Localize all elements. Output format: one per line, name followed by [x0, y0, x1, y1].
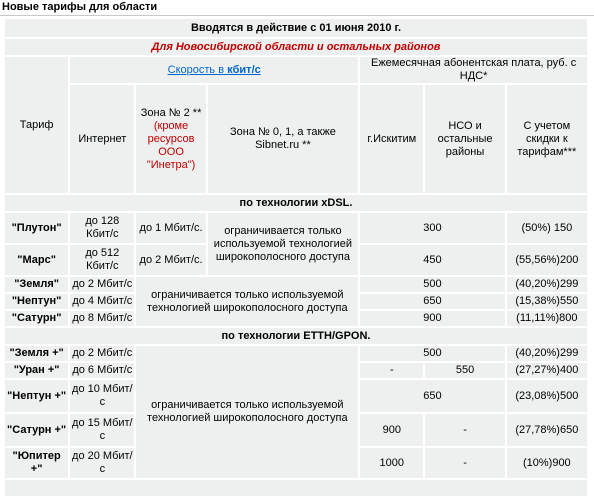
price-iskitim: - [360, 363, 423, 378]
section-xdsl: по технологии xDSL. [5, 195, 587, 211]
tariff-name: "Юпитер +" [5, 448, 68, 478]
price: 500 [360, 277, 504, 292]
internet-speed: до 15 Мбит/с [70, 414, 134, 446]
tariff-name: "Земля" [5, 277, 68, 292]
internet-speed: до 20 Мбит/с [70, 448, 134, 478]
table-row [5, 213, 587, 243]
table-row [5, 346, 587, 361]
effective-date: Вводятся в действие с 01 июня 2010 г. [5, 19, 587, 37]
price-iskitim: 1000 [360, 448, 423, 478]
price: 900 [360, 311, 504, 326]
price: 500 [360, 346, 504, 361]
price: 300 [360, 213, 504, 243]
zone2-speed: до 1 Мбит/с. [136, 213, 205, 243]
tariff-name: "Марс" [5, 245, 68, 275]
discount-price: (55,56%)200 [507, 245, 587, 275]
discount-price: (40,20%)299 [507, 277, 587, 292]
internet-speed: до 6 Мбит/с [70, 363, 134, 378]
tariff-name: "Нептун +" [5, 380, 68, 412]
price: 650 [360, 380, 504, 412]
tariff-name: "Сатурн" [5, 311, 68, 326]
internet-speed: до 8 Мбит/с [70, 311, 134, 326]
region-title: Для Новосибирской области и остальных районов [5, 39, 587, 55]
discount-price: (40,20%)299 [507, 346, 587, 361]
header-internet: Интернет [70, 85, 134, 193]
discount-price: (11,11%)800 [507, 311, 587, 326]
header-iskitim: г.Искитим [360, 85, 423, 193]
discount-price: (10%)900 [507, 448, 587, 478]
price: 450 [360, 245, 504, 275]
price-iskitim: 900 [360, 414, 423, 446]
internet-speed: до 2 Мбит/с [70, 346, 134, 361]
zone2-speed: до 2 Мбит/с. [136, 245, 205, 275]
table-row [5, 277, 587, 292]
table-footer-area [5, 480, 587, 496]
discount-price: (23,08%)500 [507, 380, 587, 412]
price-nso: - [425, 448, 504, 478]
internet-speed: до 2 Мбит/с [70, 277, 134, 292]
internet-speed: до 128 Кбит/с [70, 213, 134, 243]
tariff-name: "Уран +" [5, 363, 68, 378]
header-zone01: Зона № 0, 1, а также Sibnet.ru ** [208, 85, 359, 193]
header-nso: НСО и остальные районы [425, 85, 504, 193]
header-discount: С учетом скидки к тарифам*** [507, 85, 587, 193]
header-tariff: Тариф [5, 57, 68, 193]
internet-speed: до 4 Мбит/с [70, 294, 134, 309]
tariff-table [3, 17, 589, 480]
price-nso: - [425, 414, 504, 446]
discount-price: (27,78%)650 [507, 414, 587, 446]
header-zone2: Зона № 2 ** (кроме ресурсов ООО "Инетра") [136, 85, 205, 193]
zone-speed-limited: ограничивается только используемой технологией широкополосного доступа [136, 277, 358, 326]
section-ftth: по технологии ETTH/GPON. [5, 328, 587, 344]
internet-speed: до 10 Мбит/с [70, 380, 134, 412]
tariff-name: "Нептун" [5, 294, 68, 309]
header-fee: Ежемесячная абонентская плата, руб. с НДС* [360, 57, 587, 83]
zone-speed-limited: ограничивается только используемой технологией широкополосного доступа [136, 346, 358, 478]
price-nso: 550 [425, 363, 504, 378]
price: 650 [360, 294, 504, 309]
tariff-name: "Сатурн +" [5, 414, 68, 446]
title-divider [0, 15, 594, 16]
internet-speed: до 512 Кбит/с [70, 245, 134, 275]
discount-price: (15,38%)550 [507, 294, 587, 309]
header-speed[interactable]: Скорость в кбит/с [70, 57, 358, 83]
discount-price: (50%) 150 [507, 213, 587, 243]
tariff-name: "Земля +" [5, 346, 68, 361]
page-title: Новые тарифы для области [2, 1, 158, 13]
tariff-name: "Плутон" [5, 213, 68, 243]
zone01-speed: ограничивается только используемой технологией широкополосного доступа [208, 213, 359, 275]
discount-price: (27,27%)400 [507, 363, 587, 378]
